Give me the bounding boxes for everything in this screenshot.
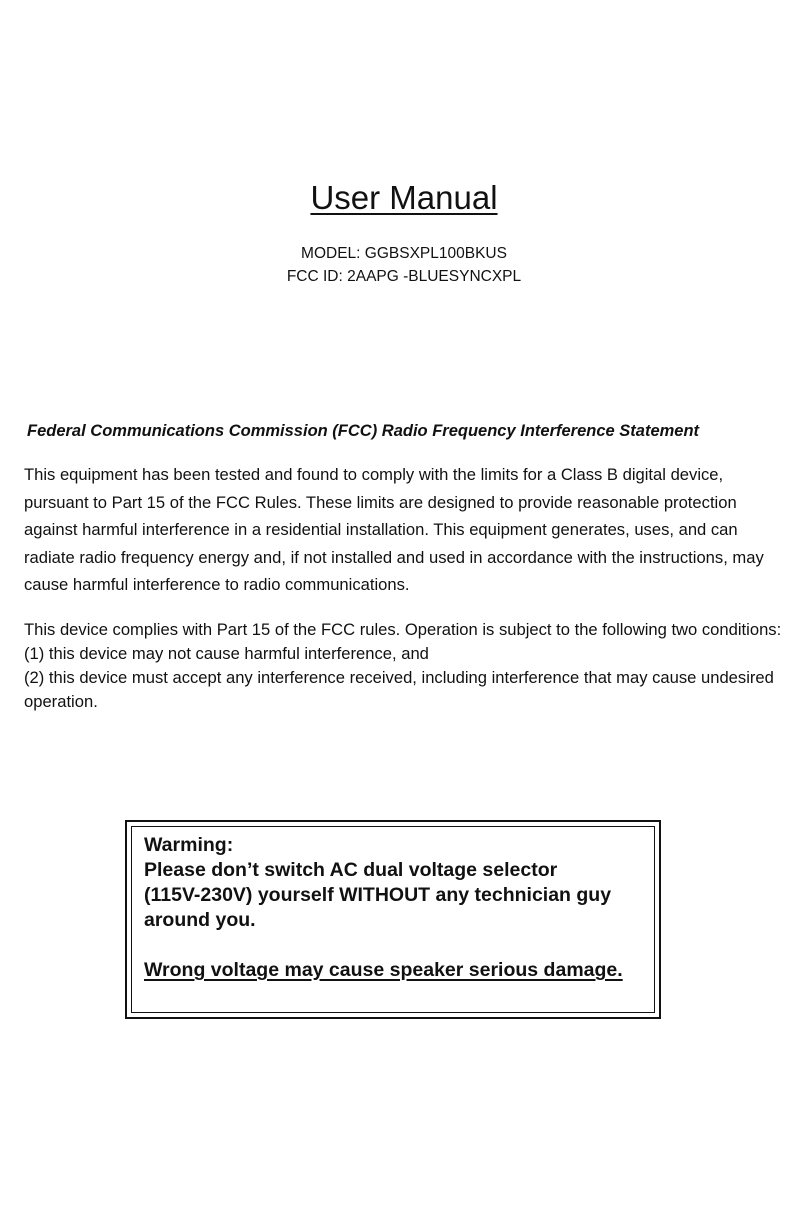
fcc-conditions-paragraph — [24, 618, 788, 714]
warning-box-inner — [131, 826, 655, 1013]
condition-2: (2) this device must accept any interference received, including interference that may cause undesired operation. — [24, 668, 774, 711]
fcc-statement-heading: Federal Communications Commission (FCC) Radio Frequency Interference Statement — [27, 422, 700, 440]
fcc-compliance-paragraph: This equipment has been tested and found to comply with the limits for a Class B digital device, pursuant to Part 15 of the FCC Rules. These limits are designed to provide reasonable protection against harmful interference in a residential installation. This equipment generates, uses, and can radiate radio frequency energy and, if not installed and used in accordance with the instructions, may cause harmful interference to radio communications. — [24, 465, 764, 594]
warning-label: Warming: — [144, 834, 234, 856]
warning-message — [144, 833, 654, 933]
warning-line-2: (115V-230V) yourself WITHOUT any technician guy — [144, 884, 612, 906]
warning-line-3: around you. — [144, 909, 256, 931]
warning-line-1: Please don’t switch AC dual voltage selector — [144, 859, 558, 881]
condition-1: (1) this device may not cause harmful interference, and — [24, 644, 429, 663]
fcc-id: FCC ID: 2AAPG -BLUESYNCXPL — [286, 268, 522, 285]
model-number: MODEL: GGBSXPL100BKUS — [301, 245, 507, 262]
warning-damage-note: Wrong voltage may cause speaker serious damage. — [144, 959, 623, 981]
page-title-text: User Manual — [310, 179, 498, 216]
page-title — [0, 176, 808, 220]
conditions-intro: This device complies with Part 15 of the FCC rules. Operation is subject to the following two conditions: — [24, 620, 782, 639]
warning-box — [125, 820, 661, 1019]
